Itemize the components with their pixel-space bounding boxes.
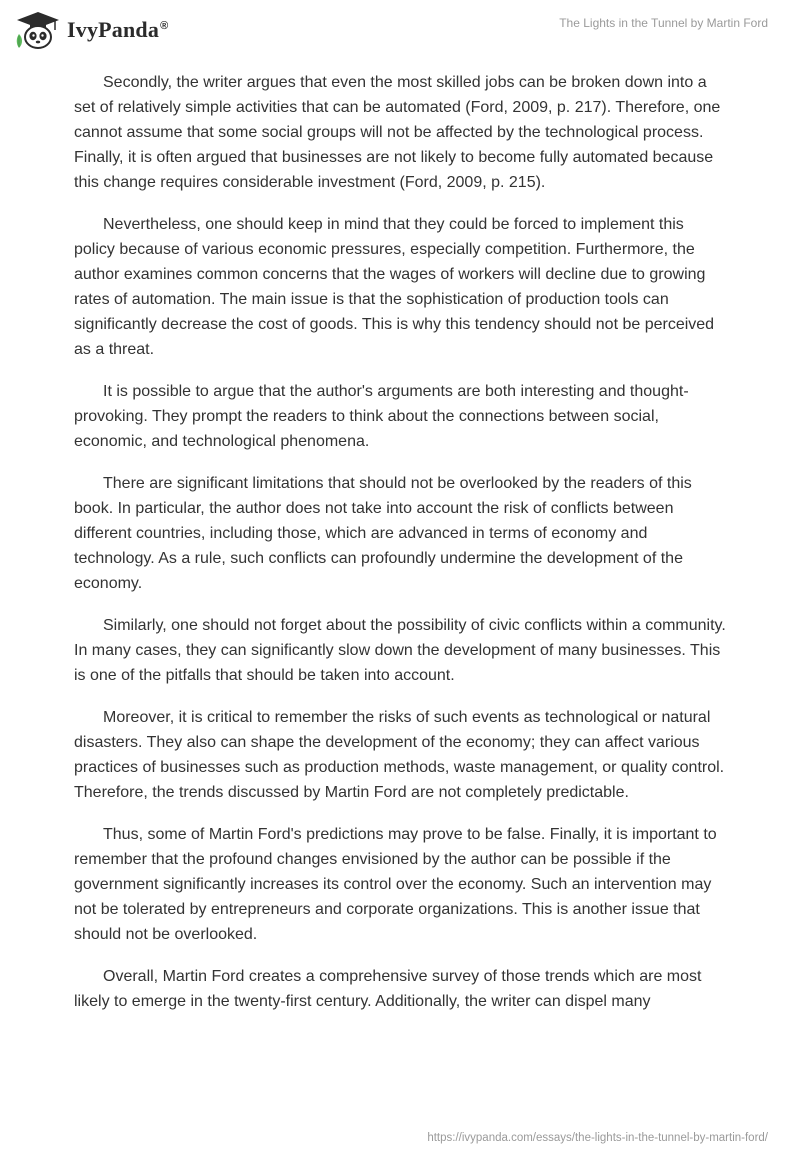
brand-name: IvyPanda® xyxy=(67,17,169,42)
registered-mark: ® xyxy=(160,19,169,32)
paragraph: Thus, some of Martin Ford's predictions may prove to be false. Finally, it is important to remember that the profound changes envisioned by the author can be possible if the government significantly increases its control over the economy. Such an intervention may not be tolerated by entrepreneurs and corporate organizations. This is another issue that should not be overlooked. xyxy=(74,826,717,943)
paragraph: Secondly, the writer argues that even the most skilled jobs can be broken down into a set of relatively simple activities that can be automated (Ford, 2009, p. 217). Therefore, one cannot assume that some social groups will not be affected by the technological process. Finally, it is often argued that businesses are not likely to become fully automated because this change requires considerable investment (Ford, 2009, p. 215). xyxy=(74,74,721,191)
essay-body xyxy=(74,70,726,1031)
panda-graduate-icon xyxy=(15,10,61,50)
paragraph: It is possible to argue that the author's arguments are both interesting and thought-provoking. They prompt the readers to think about the connections between social, economic, and technological phenomena. xyxy=(74,383,689,450)
paragraph: Nevertheless, one should keep in mind that they could be forced to implement this policy because of various economic pressures, especially competition. Furthermore, the author examines common concerns that the wages of workers will decline due to growing rates of automation. The main issue is that the sophistication of production tools can significantly decrease the cost of goods. This is why this tendency should not be perceived as a threat. xyxy=(74,216,715,358)
paragraph: Similarly, one should not forget about the possibility of civic conflicts within a community. In many cases, they can significantly slow down the development of many businesses. This is one of the pitfalls that should be taken into account. xyxy=(74,617,726,684)
paragraph: Moreover, it is critical to remember the risks of such events as technological or natural disasters. They also can shape the development of the economy; they can affect various practices of businesses such as production methods, waste management, or quality control. Therefore, the trends discussed by Martin Ford are not completely predictable. xyxy=(74,709,725,801)
paragraph: There are significant limitations that should not be overlooked by the readers of this book. In particular, the author does not take into account the risk of conflicts between different countries, including those, which are advanced in terms of economy and technology. As a rule, such conflicts can profoundly undermine the development of the economy. xyxy=(74,475,692,592)
source-url[interactable]: https://ivypanda.com/essays/the-lights-in-the-tunnel-by-martin-ford/ xyxy=(427,1132,768,1144)
document-title: The Lights in the Tunnel by Martin Ford xyxy=(559,16,768,30)
ivypanda-logo[interactable] xyxy=(15,10,168,50)
page-header xyxy=(0,0,800,60)
paragraph: Overall, Martin Ford creates a comprehensive survey of those trends which are most likely to emerge in the twenty-first century. Additionally, the writer can dispel many xyxy=(74,968,702,1010)
